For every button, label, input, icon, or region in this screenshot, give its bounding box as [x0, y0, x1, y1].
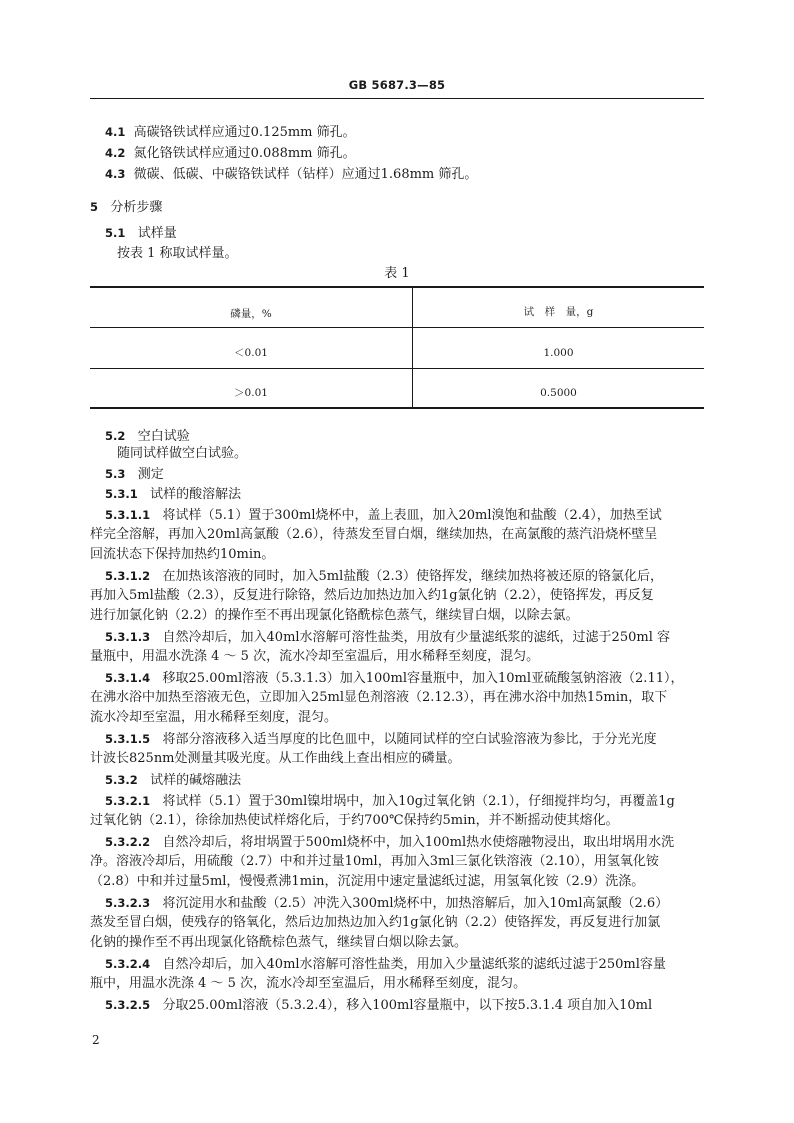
- clause-5-3-2-4-line: [105, 956, 719, 973]
- section-5-2-body: 随同试样做空白试验。: [117, 446, 248, 461]
- clause-5-3-1-3-line: [105, 629, 719, 646]
- table-header-rule: [90, 327, 704, 328]
- table-caption: 表 1: [384, 266, 410, 281]
- section-number: 5.1: [105, 226, 126, 240]
- section-4-3: [105, 166, 719, 183]
- clause-5-3-1-4-line: 在沸水浴中加热至溶液无色，立即加入25ml显色剂溶液（2.12.3），再在沸水浴中加热15min，取下: [90, 690, 668, 705]
- clause-5-3-2-3-line: [105, 895, 719, 912]
- section-5-3-1: [105, 486, 719, 503]
- table-header-phosphorus: 磷量，%: [230, 308, 272, 320]
- clause-text: 将沉淀用水和盐酸（2.5）冲洗入300ml烧杯中，加热溶解后，加入10ml高氯酸（2.6）: [162, 896, 669, 911]
- table-row-rule: [90, 368, 704, 369]
- section-heading: 试样的酸溶解法: [150, 487, 242, 502]
- clause-5-3-2-4-line: 瓶中，用温水洗涤 4 ～ 5 次，流水冷却至室温后，用水稀释至刻度，混匀。: [90, 976, 527, 991]
- clause-number: 5.3.2.5: [105, 998, 151, 1012]
- clause-5-3-1-3-line: 量瓶中，用温水洗涤 4 ～ 5 次，流水冷却至室温后，用水稀释至刻度，混匀。: [90, 649, 540, 664]
- clause-5-3-2-3-line: 化钠的操作至不再出现氯化铬酰棕色蒸气，继续冒白烟以除去氯。: [90, 935, 468, 950]
- clause-5-3-2-2-line: （2.8）中和并过量5ml，慢慢煮沸1min，沉淀用中速定量滤纸过滤，用氢氧化铵（2.9）洗涤。: [90, 874, 645, 889]
- section-number: 5.3.2: [105, 773, 138, 787]
- clause-5-3-2-2-line: 净。溶液冷却后，用硫酸（2.7）中和并过量10ml，再加入3ml三氯化铁溶液（2.10），用氢氧化铵: [90, 854, 659, 869]
- section-5-2: [105, 428, 719, 445]
- clause-5-3-2-2-line: [105, 834, 719, 851]
- table-top-rule: [90, 286, 704, 288]
- table-1: [90, 286, 704, 409]
- clause-text: 自然冷却后，将坩埚置于500ml烧杯中，加入100ml热水使熔融物浸出，取出坩埚用水洗: [162, 835, 675, 850]
- clause-number: 5.3.1.1: [105, 508, 151, 522]
- clause-number: 5.3.1.4: [105, 671, 151, 685]
- clause-text: 分取25.00ml溶液（5.3.2.4），移入100ml容量瓶中，以下按5.3.1.4 项自加入10ml: [162, 998, 653, 1013]
- clause-number: 5.3.1.5: [105, 732, 151, 746]
- section-heading: 分析步骤: [110, 200, 163, 215]
- section-text: 微碳、低碳、中碳铬铁试样（钻样）应通过1.68mm 筛孔。: [133, 167, 478, 182]
- section-heading: 测定: [137, 467, 164, 482]
- clause-text: 将部分溶液移入适当厚度的比色皿中，以随同试样的空白试验溶液为参比，于分光光度: [162, 732, 657, 747]
- clause-5-3-2-5-line: [105, 997, 719, 1014]
- clause-text: 将试样（5.1）置于300ml烧杯中，盖上表皿，加入20ml溴饱和盐酸（2.4），加热至试: [162, 508, 662, 523]
- section-number: 4.3: [105, 167, 126, 181]
- section-text: 高碳铬铁试样应通过0.125mm 筛孔。: [133, 125, 356, 140]
- table-bottom-rule: [90, 407, 704, 409]
- section-number: 4.2: [105, 146, 126, 160]
- clause-text: 在加热该溶液的同时，加入5ml盐酸（2.3）使铬挥发，继续加热将被还原的铬氯化后，: [162, 569, 663, 584]
- section-5: [90, 199, 704, 216]
- section-4-1: [105, 124, 719, 141]
- section-number: 5.2: [105, 429, 126, 443]
- clause-number: 5.3.2.2: [105, 835, 151, 849]
- clause-5-3-1-4-line: 流水冷却至室温，用水稀释至刻度，混匀。: [90, 710, 338, 725]
- section-number: 4.1: [105, 125, 126, 139]
- clause-number: 5.3.1.3: [105, 630, 151, 644]
- clause-5-3-1-2-line: 再加入5ml盐酸（2.3），反复进行除铬，然后边加热边加入约1g氯化钠（2.2），使铬挥发，再反复: [90, 588, 654, 603]
- page-number: 2: [92, 1033, 100, 1047]
- clause-5-3-1-2-line: [105, 568, 719, 585]
- table-cell: 0.5000: [540, 387, 577, 399]
- table-cell: ＜0.01: [234, 347, 268, 359]
- section-number: 5.3.1: [105, 487, 138, 501]
- section-4-2: [105, 145, 719, 162]
- document-header: GB 5687.3—85: [348, 78, 446, 92]
- table-header-sample-mass: 试 样 量，g: [523, 306, 594, 318]
- clause-5-3-1-5-line: [105, 731, 719, 748]
- clause-5-3-1-1-line: 样完全溶解，再加入20ml高氯酸（2.6），待蒸发至冒白烟，继续加热，在高氯酸的蒸汽沿烧杯壁呈: [90, 527, 658, 542]
- clause-5-3-1-2-line: 进行加氯化钠（2.2）的操作至不再出现氯化铬酰棕色蒸气，继续冒白烟，以除去氯。: [90, 608, 579, 623]
- section-heading: 试样量: [137, 226, 177, 241]
- section-text: 氮化铬铁试样应通过0.088mm 筛孔。: [133, 146, 356, 161]
- clause-text: 移取25.00ml溶液（5.3.1.3）加入100ml容量瓶中，加入10ml亚硫酸氢钠溶液（2.11），: [162, 671, 684, 686]
- clause-number: 5.3.2.1: [105, 794, 151, 808]
- table-cell: 1.000: [543, 347, 574, 359]
- clause-number: 5.3.1.2: [105, 569, 151, 583]
- section-5-3-2: [105, 772, 719, 789]
- section-number: 5.3: [105, 467, 126, 481]
- clause-number: 5.3.2.4: [105, 957, 151, 971]
- clause-text: 自然冷却后，加入40ml水溶解可溶性盐类，用加入少量滤纸浆的滤纸过滤于250ml容量: [162, 957, 666, 972]
- clause-number: 5.3.2.3: [105, 896, 151, 910]
- section-number: 5: [90, 200, 99, 214]
- section-5-1: [105, 225, 719, 242]
- clause-5-3-2-1-line: [105, 793, 719, 810]
- clause-text: 将试样（5.1）置于30ml镍坩埚中，加入10g过氧化钠（2.1），仔细搅拌均匀，再覆盖1g: [162, 794, 675, 809]
- clause-5-3-1-1-line: 回流状态下保持加热约10min。: [90, 547, 275, 562]
- table-cell: ＞0.01: [234, 387, 268, 399]
- section-heading: 空白试验: [137, 429, 190, 444]
- section-heading: 试样的碱熔融法: [150, 773, 242, 788]
- clause-text: 自然冷却后，加入40ml水溶解可溶性盐类，用放有少量滤纸浆的滤纸，过滤于250ml 容: [162, 630, 670, 645]
- clause-5-3-1-4-line: [105, 670, 719, 687]
- clause-5-3-1-5-line: 计波长825nm处测量其吸光度。从工作曲线上查出相应的磷量。: [90, 751, 461, 766]
- section-5-3: [105, 466, 719, 483]
- clause-5-3-1-1-line: [105, 507, 719, 524]
- header-rule: [90, 98, 704, 99]
- section-5-1-body: 按表 1 称取试样量。: [117, 246, 238, 261]
- clause-5-3-2-1-line: 过氧化钠（2.1），徐徐加热使试样熔化后，于约700℃保持约5min，并不断摇动使其熔化。: [90, 813, 619, 828]
- clause-5-3-2-3-line: 蒸发至冒白烟，使残存的铬氧化，然后边加热边加入约1g氯化钠（2.2）使铬挥发，再反复进行加氯: [90, 915, 661, 930]
